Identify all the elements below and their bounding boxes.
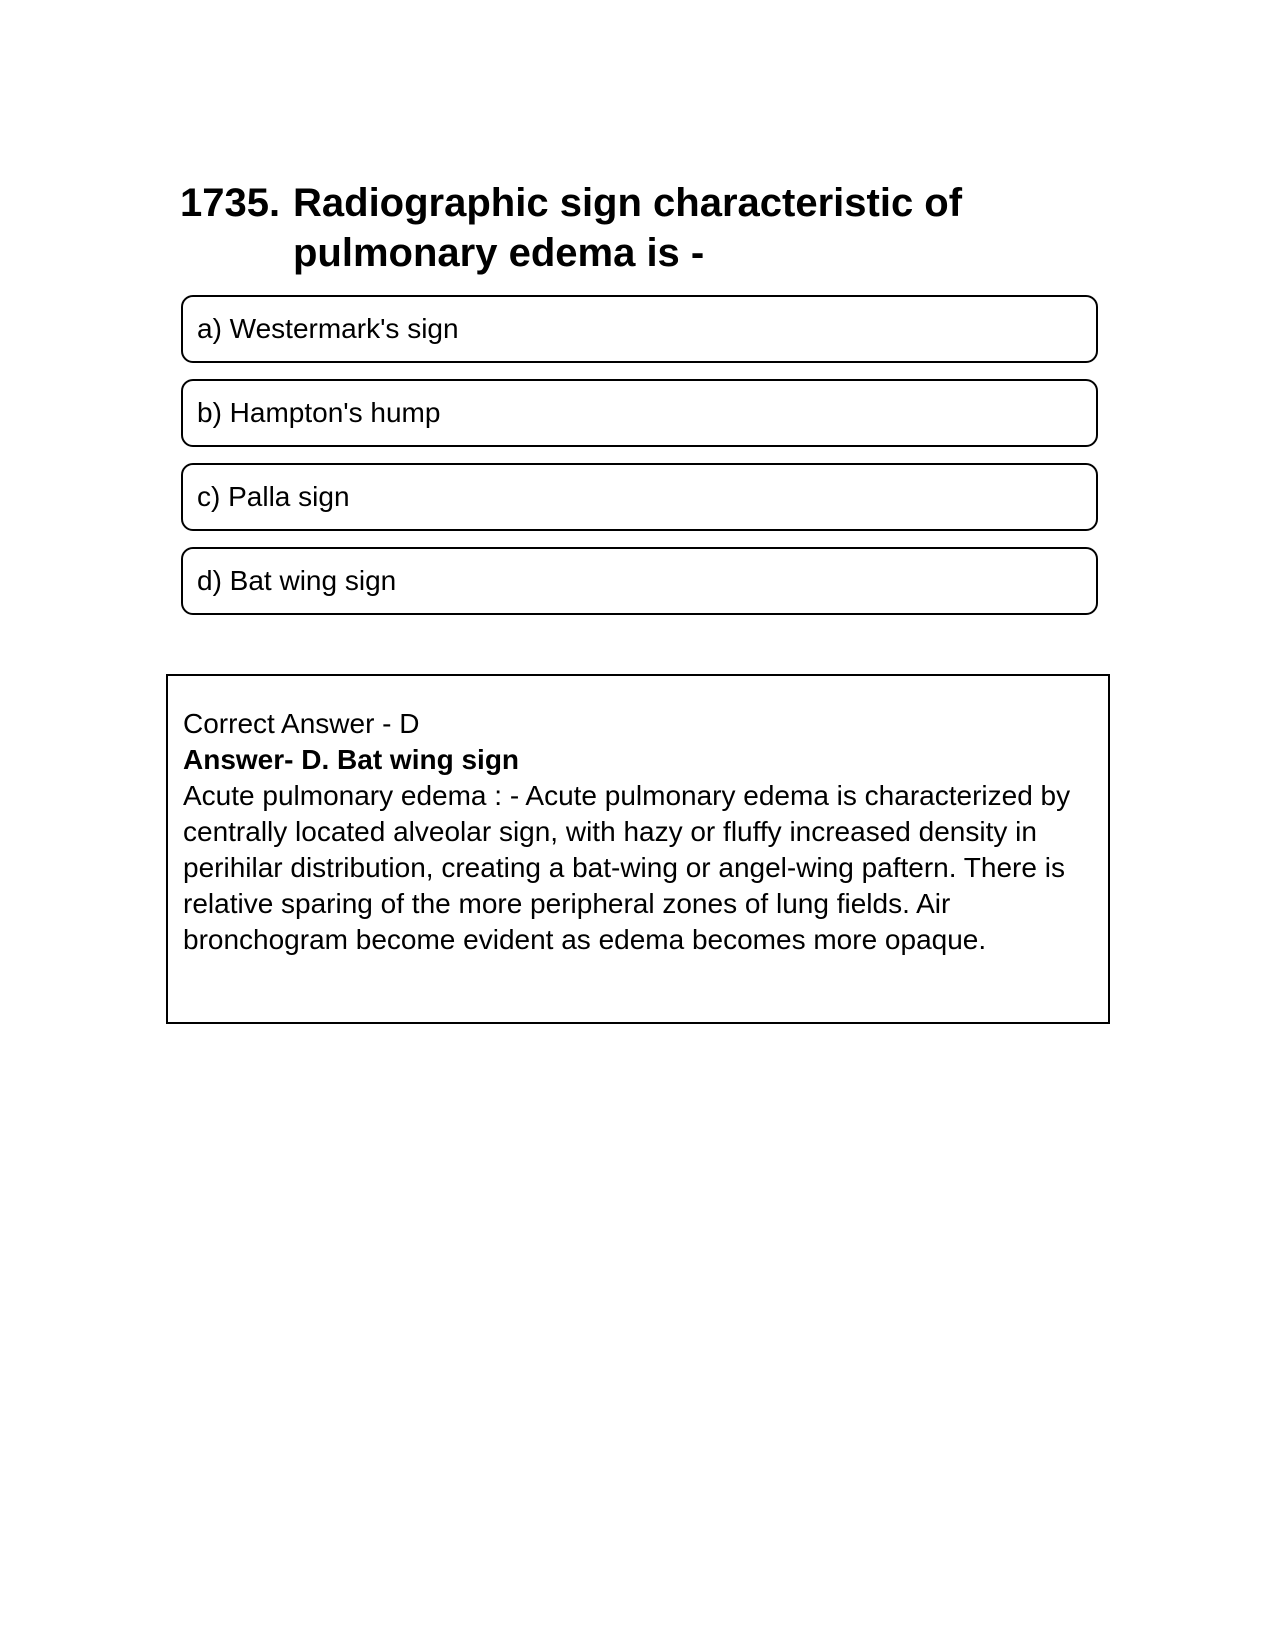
option-d[interactable] [181,547,1098,615]
correct-answer: Correct Answer - D [183,708,420,739]
question-number: 1735. [180,181,281,225]
answer-box [166,674,1110,1024]
option-c-label: c) Palla sign [197,481,350,512]
option-d-label: d) Bat wing sign [197,565,397,596]
answer-explanation: Acute pulmonary edema : - Acute pulmonary edema is characterized by centrally located alveolar sign, with hazy or fluffy increased density in perihilar distribution, creating a bat-wing or angel-wing paftern. There is relative sparing of the more peripheral zones of lung fields. Air bronchogram become evident as edema becomes more opaque. [183,780,1071,955]
question-heading [180,178,1100,278]
option-a[interactable] [181,295,1098,363]
option-a-label: a) Westermark's sign [197,313,459,344]
option-b-label: b) Hampton's hump [197,397,441,428]
question-text: Radiographic sign characteristic of pulmonary edema is - [293,181,963,275]
answer-heading: Answer- D. Bat wing sign [183,744,520,775]
option-b[interactable] [181,379,1098,447]
options-list [181,295,1098,631]
option-c[interactable] [181,463,1098,531]
